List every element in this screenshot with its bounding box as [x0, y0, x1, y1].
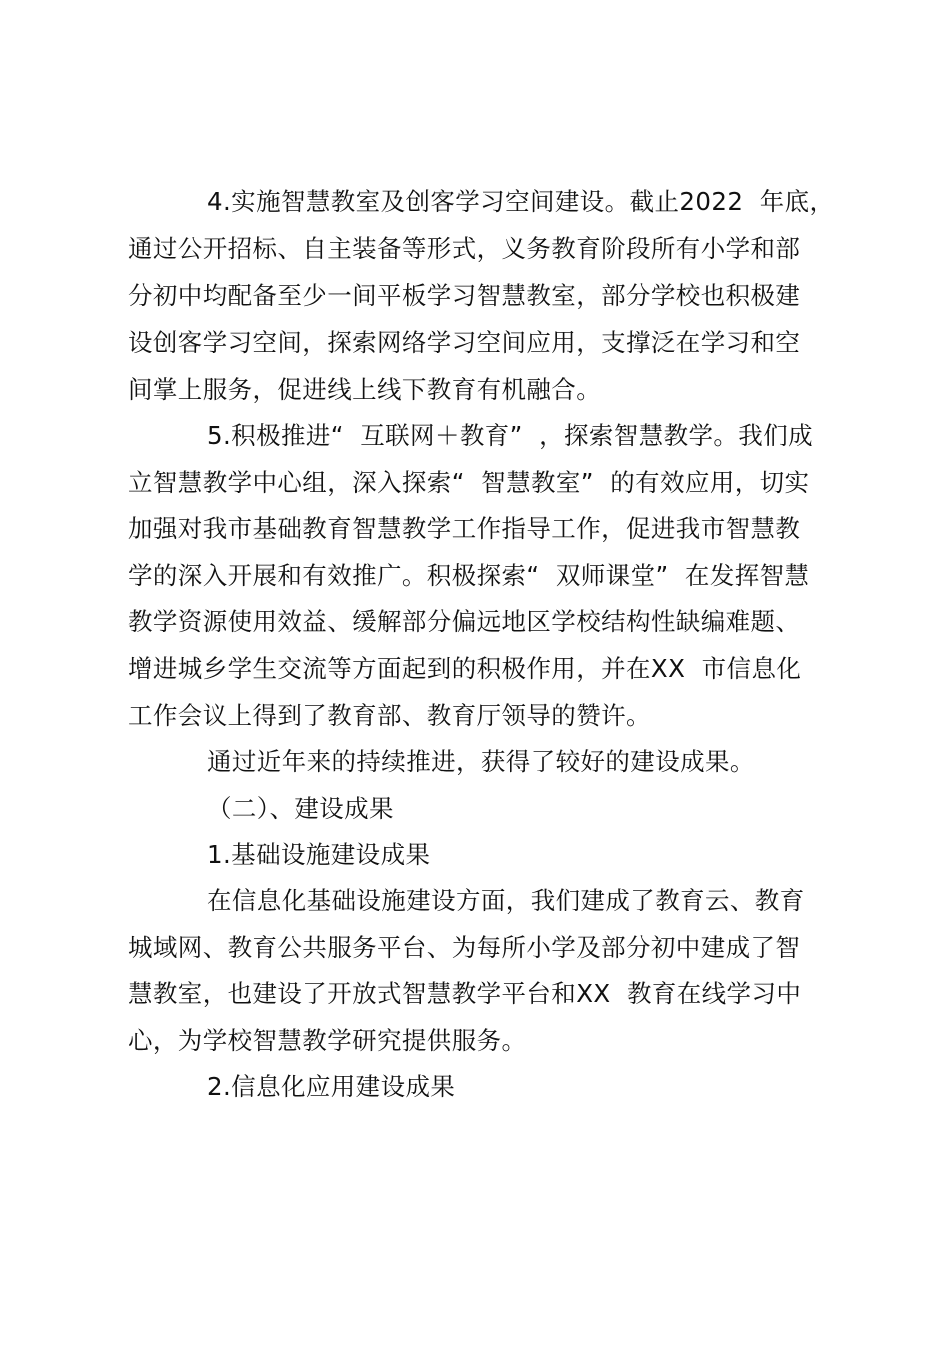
text-line: 5.积极推进“ 互联网＋教育” ，探索智慧教学。我们成 — [207, 421, 814, 450]
section-heading: （二）、建设成果 — [207, 794, 394, 823]
text-line: 学的深入开展和有效推广。积极探索“ 双师课堂” 在发挥智慧 — [128, 561, 810, 590]
text-line: 慧教室，也建设了开放式智慧教学平台和XX 教育在线学习中 — [128, 979, 802, 1008]
text-line: 加强对我市基础教育智慧教学工作指导工作，促进我市智慧教 — [128, 514, 801, 543]
text-line: 间掌上服务，促进线上线下教育有机融合。 — [128, 375, 602, 404]
text-line: 设创客学习空间，探索网络学习空间应用，支撑泛在学习和空 — [128, 328, 801, 357]
text-line: 4.实施智慧教室及创客学习空间建设。截止2022 年底， — [207, 187, 835, 216]
text-line: 教学资源使用效益、缓解部分偏远地区学校结构性缺编难题、 — [128, 607, 801, 636]
text-line: 立智慧教学中心组，深入探索“ 智慧教室” 的有效应用，切实 — [128, 468, 810, 497]
text-line: 通过近年来的持续推进，获得了较好的建设成果。 — [207, 747, 755, 776]
text-line: 增进城乡学生交流等方面起到的积极作用，并在XX 市信息化 — [128, 654, 802, 683]
text-line: 城域网、教育公共服务平台、为每所小学及部分初中建成了智 — [128, 933, 801, 962]
text-line: 通过公开招标、自主装备等形式，义务教育阶段所有小学和部 — [128, 234, 801, 263]
subsection-heading: 2.信息化应用建设成果 — [207, 1072, 456, 1101]
text-line: 分初中均配备至少一间平板学习智慧教室，部分学校也积极建 — [128, 281, 801, 310]
subsection-heading: 1.基础设施建设成果 — [207, 840, 431, 869]
text-line: 心，为学校智慧教学研究提供服务。 — [128, 1026, 527, 1055]
text-line: 在信息化基础设施建设方面，我们建成了教育云、教育 — [207, 886, 805, 915]
text-line: 工作会议上得到了教育部、教育厅领导的赞许。 — [128, 701, 651, 730]
